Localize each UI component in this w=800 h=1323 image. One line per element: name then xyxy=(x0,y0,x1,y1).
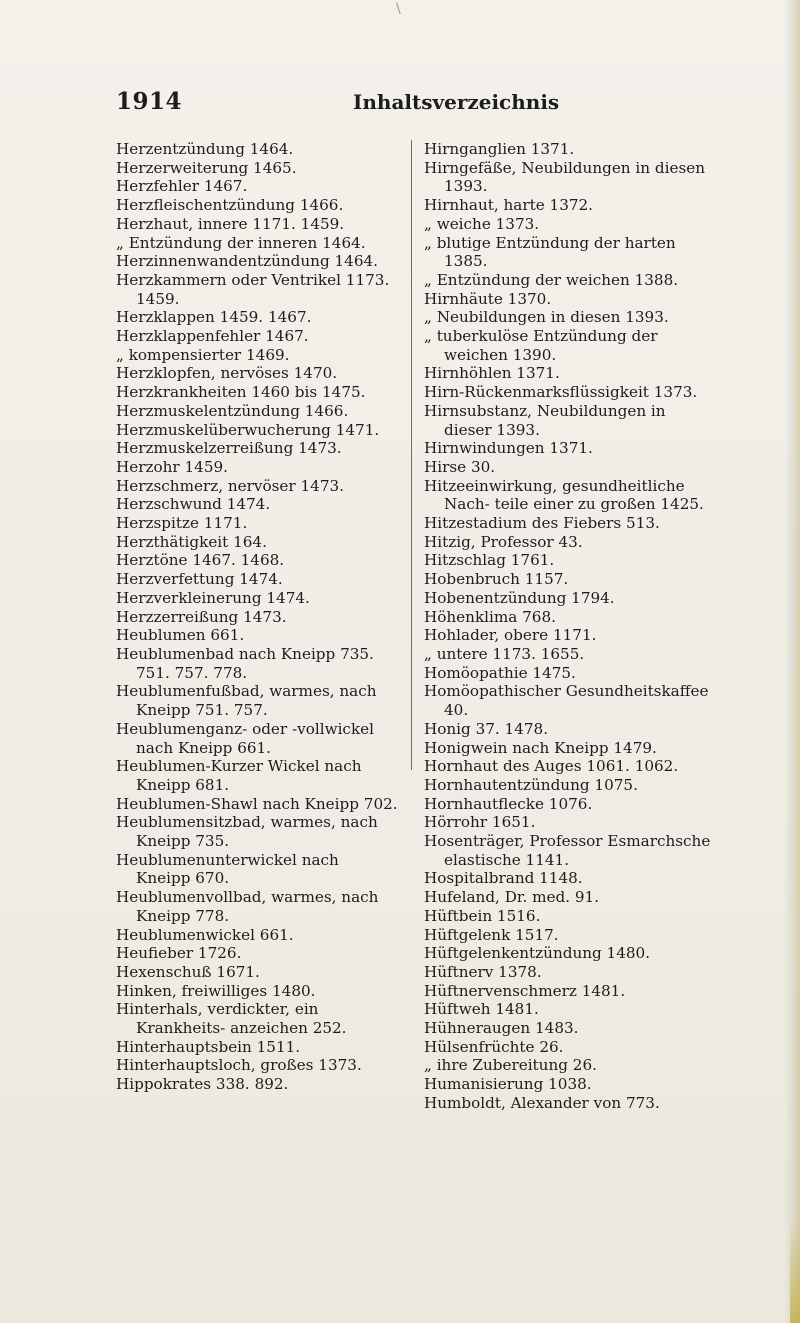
index-entry: Hornhautflecke 1076. xyxy=(424,794,593,813)
index-entry: Hornhautentzündung 1075. xyxy=(424,775,638,794)
index-entry: Herzmuskelzerreißung 1473. xyxy=(116,439,342,458)
running-title: Inhaltsverzeichnis xyxy=(353,90,560,114)
index-entry: „ blutige Entzündung der harten 1385. xyxy=(424,233,676,271)
index-entry: Hinterhauptsloch, großes 1373. xyxy=(116,1056,362,1075)
index-entry: Hitzestadium des Fiebers 513. xyxy=(424,514,660,533)
index-entry: Hüftgelenk 1517. xyxy=(424,925,559,944)
index-entry: Herzverkleinerung 1474. xyxy=(116,588,310,607)
index-entry: Hitzeeinwirkung, gesundheitliche Nach- teile einer zu großen 1425. xyxy=(424,476,704,514)
index-entry: Herzschwund 1474. xyxy=(116,495,271,514)
index-entry: „ tuberkulöse Entzündung der weichen 1390. xyxy=(424,327,658,364)
index-entry: Hosenträger, Professor Esmarchsche elastische 1141. xyxy=(424,832,711,869)
index-entry: Humboldt, Alexander von 773. xyxy=(424,1093,660,1112)
index-entry: Hirngefäße, Neubildungen in diesen 1393. xyxy=(424,158,706,196)
index-entry: Herzspitze 1171. xyxy=(116,514,248,533)
index-entry: Hüftbein 1516. xyxy=(424,906,541,925)
index-entry: Herzklappenfehler 1467. xyxy=(116,327,309,346)
index-entry: Hüftgelenkentzündung 1480. xyxy=(424,944,651,963)
index-entry: Hirnhaut, harte 1372. xyxy=(424,196,594,215)
index-entry: Herzmuskelentzündung 1466. xyxy=(116,401,349,420)
index-entry: Hobenentzündung 1794. xyxy=(424,588,615,607)
index-entry: Hexenschuß 1671. xyxy=(116,962,260,981)
index-entry: Herztöne 1467. 1468. xyxy=(116,551,285,570)
index-entry: Heufieber 1726. xyxy=(116,944,242,963)
index-entry: Heublumenvollbad, warmes, nach Kneipp 778. xyxy=(116,888,379,925)
index-entry: Herzzerreißung 1473. xyxy=(116,607,287,626)
column-divider xyxy=(411,140,412,770)
index-entry: Hirse 30. xyxy=(424,457,496,476)
index-entry: Herzklappen 1459. 1467. xyxy=(116,308,312,327)
index-column-right xyxy=(424,140,712,1113)
index-entry: Hirnganglien 1371. xyxy=(424,140,575,158)
index-entry: Hülsenfrüchte 26. xyxy=(424,1037,564,1056)
index-entry: Herzerweiterung 1465. xyxy=(116,158,297,177)
index-entry: Hirnhöhlen 1371. xyxy=(424,364,560,383)
index-entry: Hornhaut des Auges 1061. 1062. xyxy=(424,757,679,776)
index-entry: Heublumensitzbad, warmes, nach Kneipp 735. xyxy=(116,813,378,851)
index-entry: Hospitalbrand 1148. xyxy=(424,869,583,888)
index-entry: Hüftnervenschmerz 1481. xyxy=(424,981,626,1000)
index-entry: Hitzig, Professor 43. xyxy=(424,532,583,551)
index-entry: Homöopathie 1475. xyxy=(424,663,576,682)
index-entry: Heublumenwickel 661. xyxy=(116,925,294,944)
index-entry: Hinterhals, verdickter, ein Krankheits- anzeichen 252. xyxy=(116,1000,347,1038)
index-entry: Herzmuskelüberwucherung 1471. xyxy=(116,420,380,439)
index-entry: Honigwein nach Kneipp 1479. xyxy=(424,738,657,757)
index-entry: Humanisierung 1038. xyxy=(424,1075,592,1094)
page-header xyxy=(116,88,696,118)
page-edge-stain xyxy=(790,1220,800,1323)
index-entry: Herzkammern oder Ventrikel 1173. 1459. xyxy=(116,270,390,308)
index-entry: „ Entzündung der weichen 1388. xyxy=(424,270,679,289)
index-entry: Hüftweh 1481. xyxy=(424,1000,539,1019)
index-entry: Hobenbruch 1157. xyxy=(424,570,569,589)
index-entry: Heublumenunterwickel nach Kneipp 670. xyxy=(116,850,339,888)
index-entry: Hippokrates 338. 892. xyxy=(116,1075,289,1094)
index-column-left xyxy=(116,140,398,1094)
index-entry: „ Neubildungen in diesen 1393. xyxy=(424,308,669,327)
index-entry: Herzverfettung 1474. xyxy=(116,570,283,589)
index-entry: Herzfleischentzündung 1466. xyxy=(116,196,344,215)
index-entry: „ weiche 1373. xyxy=(424,214,540,233)
index-entry: Heublumenganz- oder -vollwickel nach Kneipp 661. xyxy=(116,719,374,757)
index-entry: Herzohr 1459. xyxy=(116,457,228,476)
index-entry: Hirn-Rückenmarksflüssigkeit 1373. xyxy=(424,383,698,402)
page-edge-shadow xyxy=(784,0,800,1323)
page-number: 1914 xyxy=(116,88,183,115)
index-entry: Homöopathischer Gesundheitskaffee 40. xyxy=(424,682,709,720)
index-entry: „ Entzündung der inneren 1464. xyxy=(116,233,366,252)
index-entry: Hirnhäute 1370. xyxy=(424,289,552,308)
index-entry: Herzkrankheiten 1460 bis 1475. xyxy=(116,383,366,402)
index-entry: Hühneraugen 1483. xyxy=(424,1019,579,1038)
index-entry: Herzthätigkeit 164. xyxy=(116,532,267,551)
index-entry: Hufeland, Dr. med. 91. xyxy=(424,888,600,907)
index-entry: Hinterhauptsbein 1511. xyxy=(116,1037,301,1056)
index-entry: Herzentzündung 1464. xyxy=(116,140,294,158)
index-entry: Hinken, freiwilliges 1480. xyxy=(116,981,316,1000)
index-entry: Herzklopfen, nervöses 1470. xyxy=(116,364,338,383)
index-entry: Hirnwindungen 1371. xyxy=(424,439,593,458)
index-entry: Heublumen-Shawl nach Kneipp 702. xyxy=(116,794,398,813)
index-entry: Honig 37. 1478. xyxy=(424,719,549,738)
index-entry: Höhenklima 768. xyxy=(424,607,556,626)
index-entry: Heublumenfußbad, warmes, nach Kneipp 751. 757. xyxy=(116,682,377,720)
index-entry: „ kompensierter 1469. xyxy=(116,345,290,364)
index-entry: Hitzschlag 1761. xyxy=(424,551,555,570)
index-entry: Herzhaut, innere 1171. 1459. xyxy=(116,214,345,233)
index-entry: Hohlader, obere 1171. xyxy=(424,626,597,645)
index-entry: „ untere 1173. 1655. xyxy=(424,644,585,663)
index-entry: Hüftnerv 1378. xyxy=(424,962,542,981)
index-entry: Herzinnenwandentzündung 1464. xyxy=(116,252,378,271)
index-entry: Herzschmerz, nervöser 1473. xyxy=(116,476,344,495)
index-entry: Heublumenbad nach Kneipp 735. 751. 757. 778. xyxy=(116,644,374,682)
scan-mark: \ xyxy=(396,1,401,17)
index-entry: Herzfehler 1467. xyxy=(116,177,248,196)
index-entry: Heublumen 661. xyxy=(116,626,245,645)
index-entry: Hirnsubstanz, Neubildungen in dieser 1393. xyxy=(424,401,666,439)
index-entry: „ ihre Zubereitung 26. xyxy=(424,1056,597,1075)
index-entry: Heublumen-Kurzer Wickel nach Kneipp 681. xyxy=(116,757,362,794)
index-entry: Hörrohr 1651. xyxy=(424,813,536,832)
